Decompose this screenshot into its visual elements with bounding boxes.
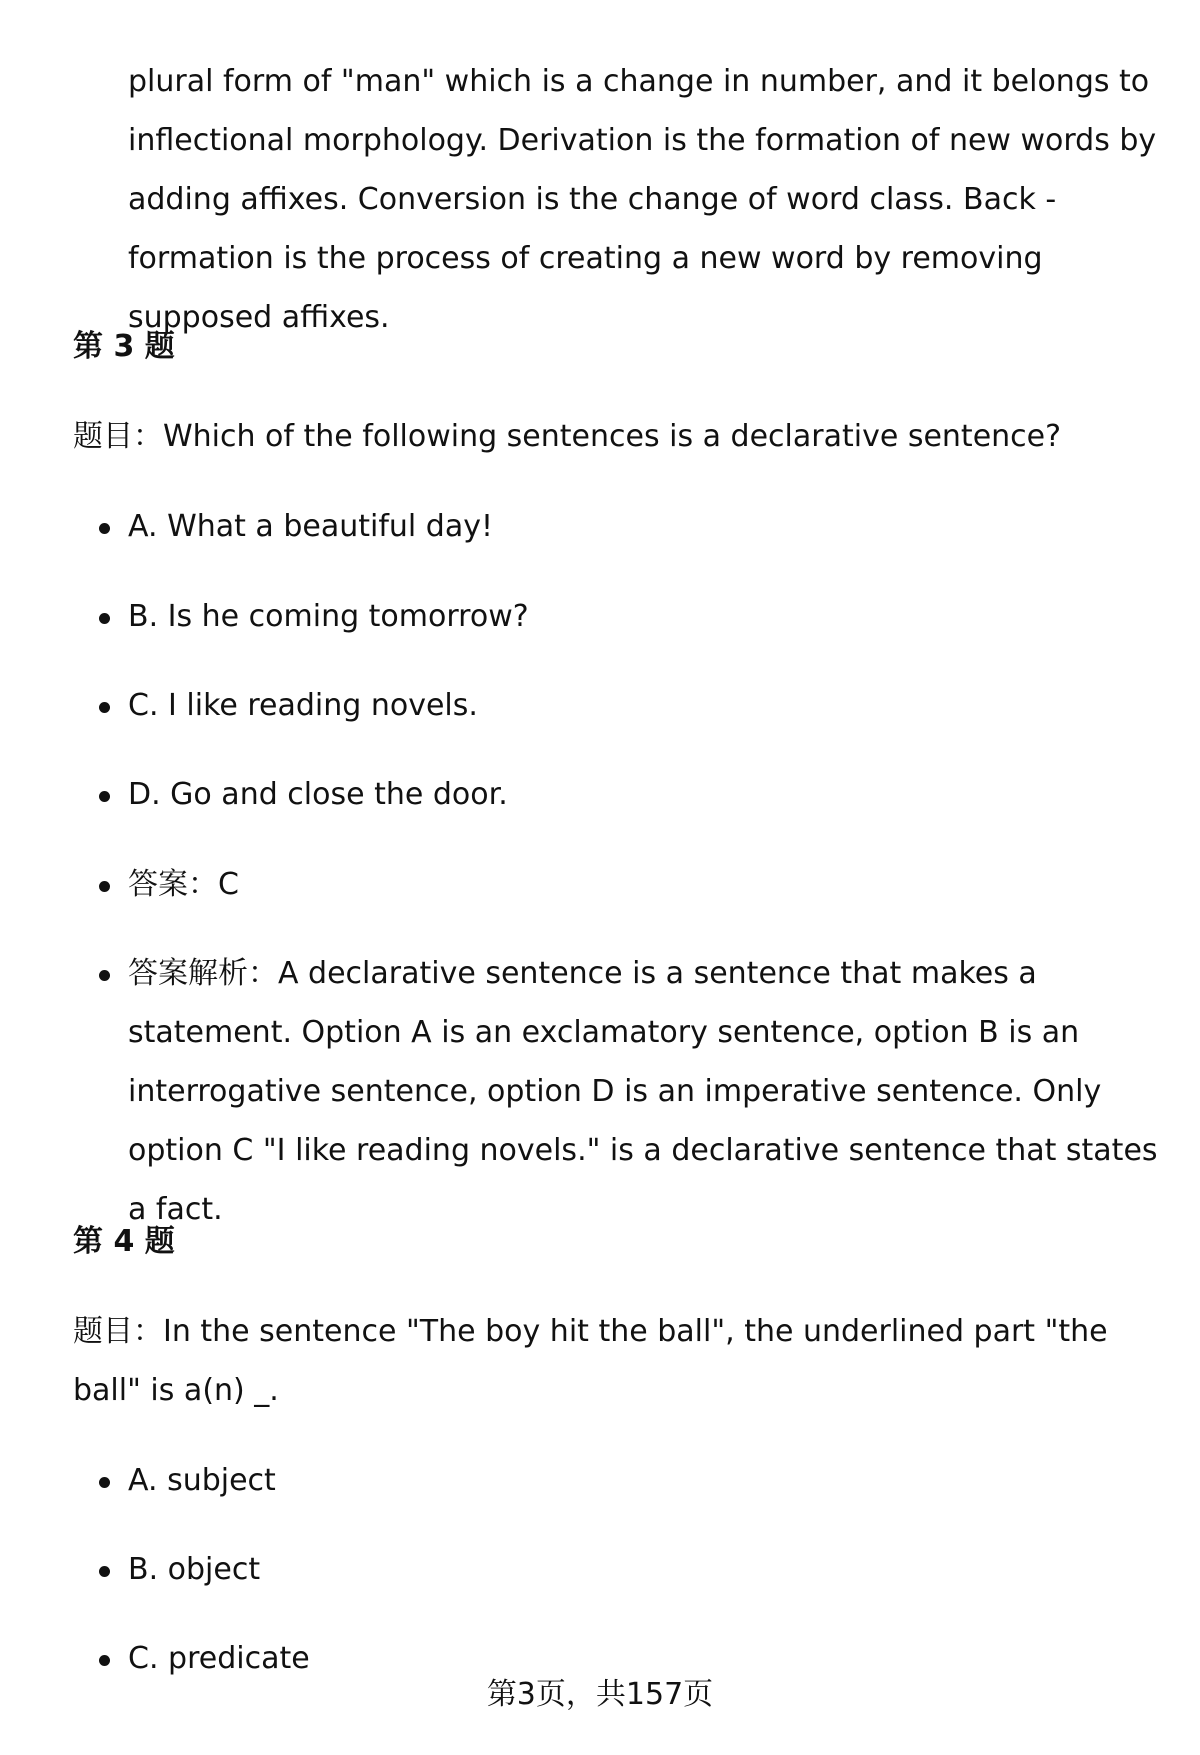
question-3-heading: 第 3 题 <box>73 329 175 364</box>
question-4-text: 题目：In the sentence "The boy hit the ball", the underlined part "the ball" is a(n) _. <box>73 1314 1108 1408</box>
question-4-option-a: A. subject <box>128 1451 1158 1510</box>
question-4-option-b: B. object <box>128 1540 1158 1599</box>
question-3-option-b: B. Is he coming tomorrow? <box>128 587 1158 646</box>
question-3-answer: 答案：C <box>128 855 1158 914</box>
question-4-option-c: C. predicate <box>128 1629 1158 1688</box>
question-3-text: 题目：Which of the following sentences is a declarative sentence? <box>73 419 1062 454</box>
previous-explanation-continuation: plural form of "man" which is a change in number, and it belongs to inflectional morphology. Derivation is the formation of new words by adding affixes. Conversion is the change of word class. Back - formation is the process of creating a new word by removing supposed affixes. <box>128 64 1157 335</box>
question-3-option-c: C. I like reading novels. <box>128 676 1158 735</box>
page-number-footer: 第3页，共157页 <box>486 1677 714 1712</box>
question-4-heading: 第 4 题 <box>73 1224 175 1259</box>
question-3-option-d: D. Go and close the door. <box>128 765 1158 824</box>
question-3-explanation: 答案解析：A declarative sentence is a sentence that makes a statement. Option A is an exclamatory sentence, option B is an interrogative sentence, option D is an imperative sentence. Only option C "I like reading novels." is a declarative sentence that states a fact. <box>128 944 1158 1239</box>
question-3-option-a: A. What a beautiful day! <box>128 497 1158 556</box>
